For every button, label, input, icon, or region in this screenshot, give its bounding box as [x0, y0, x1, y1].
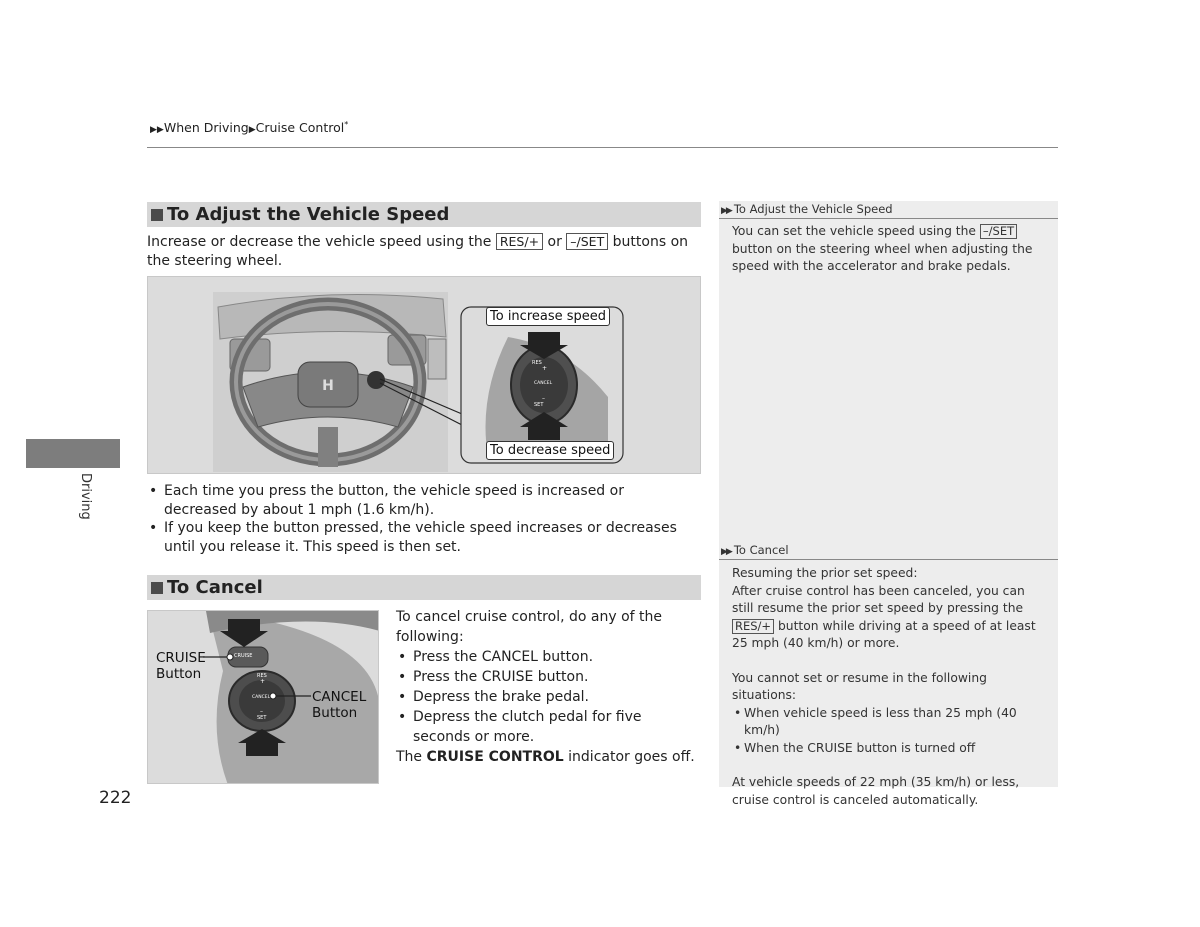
dashboard-illustration: [148, 277, 701, 474]
note-line: Resuming the prior set speed:: [732, 566, 918, 580]
plus-glyph: +: [260, 678, 266, 685]
breadcrumb-arrow-icon: ▶▶: [150, 125, 164, 136]
spacer: [732, 653, 1050, 670]
breadcrumb: [150, 120, 348, 135]
res-button-label: RES: [532, 360, 542, 366]
cancel-button-label: CANCEL: [534, 381, 553, 386]
cancel-intro: To cancel cruise control, do any of the following:: [396, 609, 662, 645]
section-title: To Adjust the Vehicle Speed: [167, 204, 450, 225]
intro-text: Increase or decrease the vehicle speed using the: [147, 234, 492, 250]
note-text: After cruise control has been canceled, you can still resume the prior set speed by pressing the: [732, 583, 1025, 615]
section-square-icon: [151, 582, 163, 594]
breadcrumb-item-when-driving[interactable]: When Driving: [163, 120, 249, 136]
section-square-icon: [151, 209, 163, 221]
list-item: • Press the CANCEL button.: [396, 647, 701, 667]
note1-body: [719, 219, 1058, 276]
minus-glyph: –: [260, 708, 263, 715]
label-cancel-button: [312, 689, 366, 721]
outro-text-end: indicator goes off.: [568, 749, 695, 765]
list-item: • If you keep the button pressed, the vehicle speed increases or decreases until you release it. This speed is then set.: [147, 519, 699, 556]
section-heading-adjust-speed: [147, 202, 701, 227]
cruise-button-label: CRUISE: [234, 653, 253, 659]
header-divider: [147, 147, 1058, 148]
list-item: • Press the CRUISE button.: [396, 667, 701, 687]
section1-intro: [147, 233, 692, 270]
section-title: To Cancel: [167, 577, 263, 598]
cancel-outro: [396, 747, 701, 767]
list-item: • When vehicle speed is less than 25 mph (40 km/h): [732, 705, 1050, 740]
outro-text: The: [396, 749, 423, 765]
res-plus-key: RES/+: [496, 233, 543, 250]
breadcrumb-item-cruise-control[interactable]: Cruise Control: [255, 120, 345, 136]
label-line: CRUISE: [156, 650, 206, 666]
cancel-buttons-figure: [147, 610, 379, 784]
note-arrow-icon: ▶▶: [721, 206, 731, 216]
sidebar-notes: [719, 201, 1058, 807]
svg-text:H: H: [322, 378, 334, 394]
label-cruise-button: [156, 650, 206, 682]
set-minus-key: –/SET: [980, 224, 1017, 239]
note-heading-adjust-speed: [719, 201, 1058, 219]
set-button-label: SET: [257, 715, 267, 721]
callout-increase-speed: To increase speed: [486, 307, 610, 326]
chapter-tab: [26, 439, 120, 468]
breadcrumb-asterisk: *: [344, 120, 349, 129]
breadcrumb-arrow-icon: ▶: [248, 125, 256, 136]
list-item: • Each time you press the button, the vehicle speed is increased or decreased by about 1 mph (1.6 km/h).: [147, 482, 699, 519]
cancel-button-label: CANCEL: [252, 695, 271, 700]
list-item: • Depress the clutch pedal for five seconds or more.: [396, 707, 701, 747]
note-title: To Adjust the Vehicle Speed: [733, 202, 893, 216]
note-text-end: button on the steering wheel when adjusting the speed with the accelerator and brake pedals.: [732, 241, 1033, 273]
note-text: You can set the vehicle speed using the: [732, 224, 976, 238]
label-line: CANCEL: [312, 689, 367, 705]
page-number: 222: [99, 788, 132, 808]
note-line: You cannot set or resume in the following situations:: [732, 670, 987, 702]
spacer: [732, 757, 1050, 774]
section1-bullets: [147, 482, 699, 556]
section-heading-cancel: [147, 575, 701, 600]
note-title: To Cancel: [733, 543, 789, 557]
note-text-end: button while driving at a speed of at least 25 mph (40 km/h) or more.: [732, 618, 1036, 650]
chapter-tab-label: Driving: [78, 473, 93, 520]
intro-text-end: buttons on the steering wheel.: [147, 234, 689, 269]
section2-text: [396, 607, 701, 767]
set-button-label: SET: [534, 402, 544, 408]
note-arrow-icon: ▶▶: [721, 547, 731, 557]
res-plus-key: RES/+: [732, 619, 774, 634]
list-item: • When the CRUISE button is turned off: [732, 740, 1050, 758]
label-line: Button: [312, 705, 358, 721]
intro-or: or: [547, 234, 562, 250]
note-line: At vehicle speeds of 22 mph (35 km/h) or less, cruise control is canceled automatically.: [732, 775, 1020, 807]
steering-wheel-figure: [147, 276, 701, 474]
minus-glyph: –: [542, 395, 545, 402]
res-button-label: RES: [257, 673, 267, 679]
note-paragraph: [732, 583, 1050, 653]
note-heading-cancel: [719, 542, 1058, 560]
label-line: Button: [156, 666, 202, 682]
indicator-name: CRUISE CONTROL: [426, 749, 564, 765]
plus-glyph: +: [542, 365, 548, 372]
list-item: • Depress the brake pedal.: [396, 687, 701, 707]
callout-decrease-speed: To decrease speed: [486, 441, 614, 460]
note2-body: [732, 565, 1050, 809]
set-minus-key: –/SET: [566, 233, 608, 250]
